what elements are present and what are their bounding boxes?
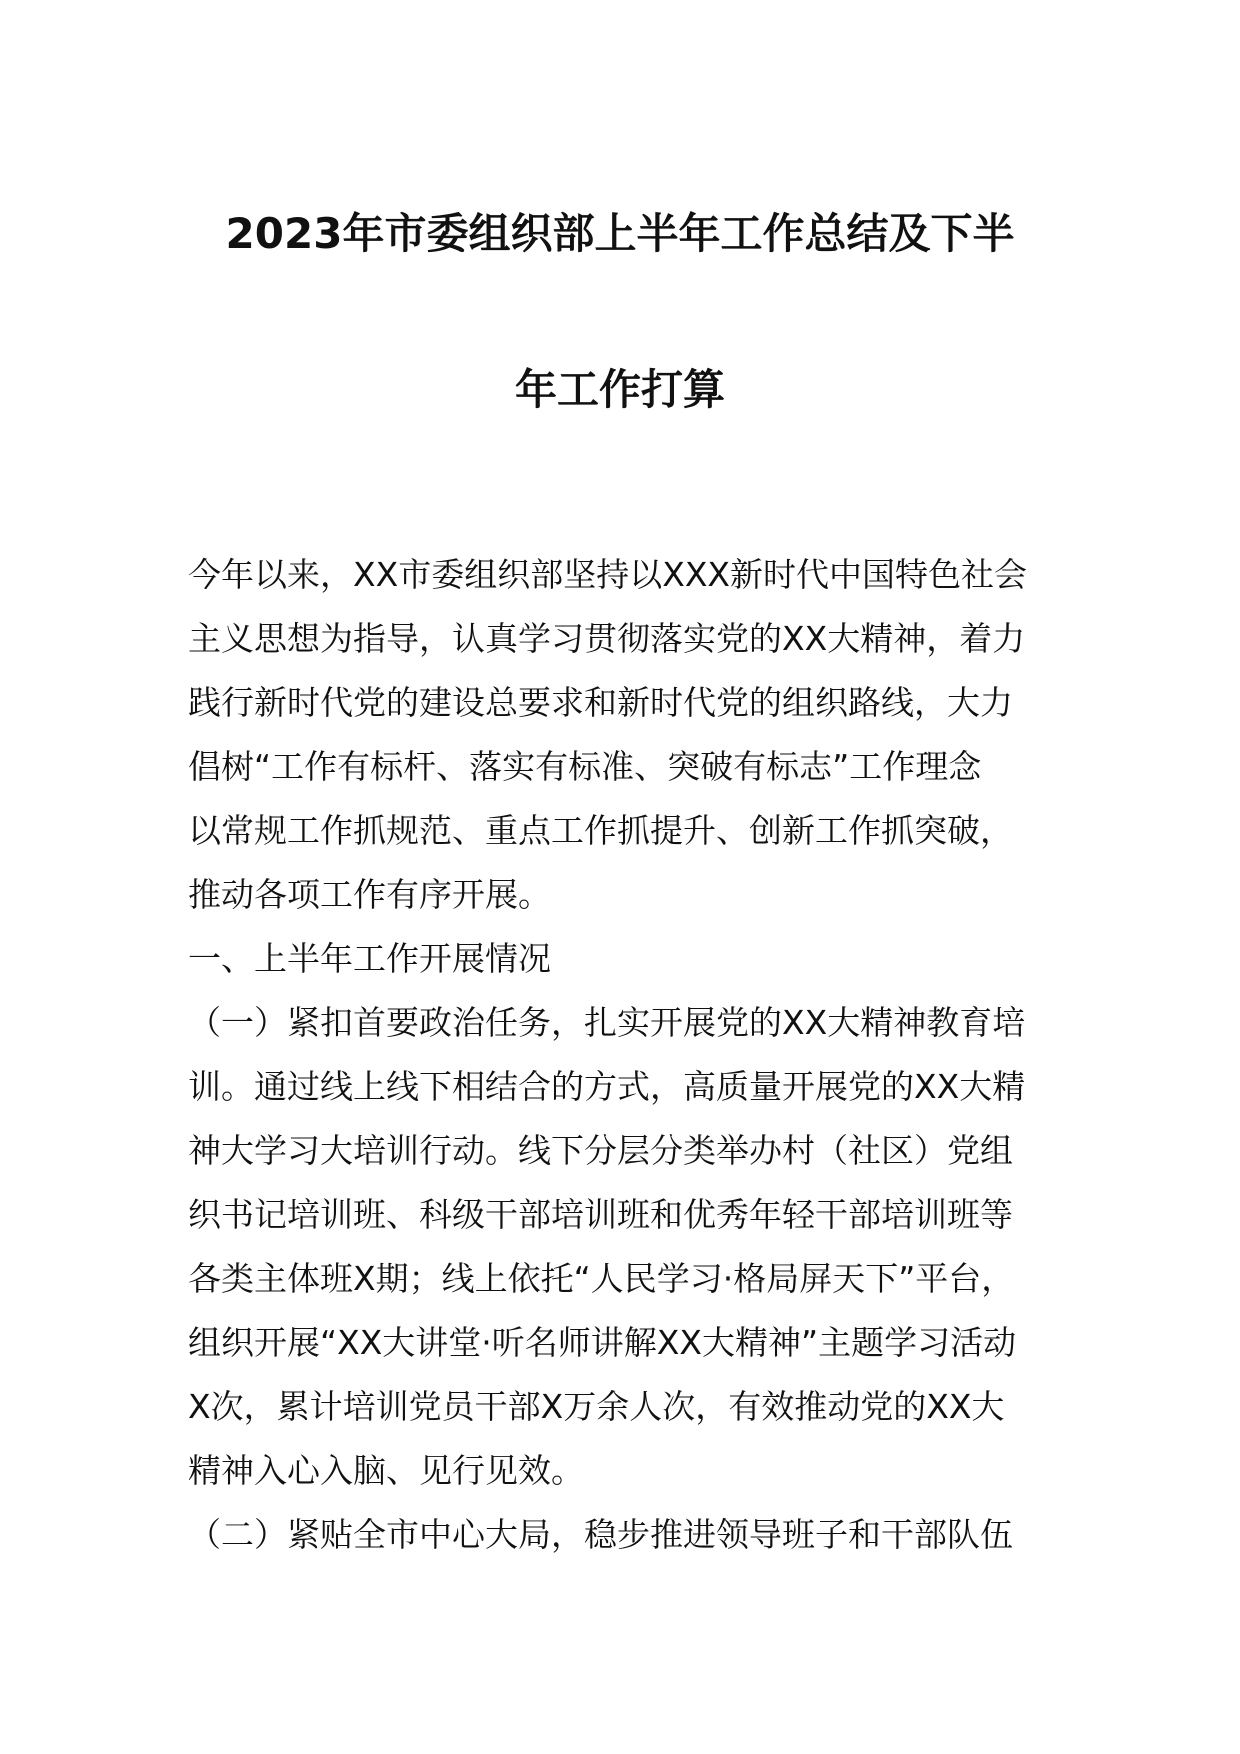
body-line: 践行新时代党的建设总要求和新时代党的组织路线，大力 bbox=[188, 683, 1013, 722]
body-line: 神大学习大培训行动。线下分层分类举办村（社区）党组 bbox=[188, 1131, 1013, 1170]
body-line: 训。通过线上线下相结合的方式，高质量开展党的XX大精 bbox=[188, 1067, 1026, 1106]
body-line: 各类主体班X期；线上依托“人民学习·格局屏天下”平台， bbox=[188, 1259, 1015, 1298]
body-line: 以常规工作抓规范、重点工作抓提升、创新工作抓突破， bbox=[188, 811, 1013, 850]
document-title-line-1: 2023年市委组织部上半年工作总结及下半 bbox=[225, 209, 1015, 258]
body-line: （一）紧扣首要政治任务，扎实开展党的XX大精神教育培 bbox=[188, 1003, 1026, 1042]
document-body bbox=[188, 543, 1088, 1567]
body-line: 今年以来，XX市委组织部坚持以XXX新时代中国特色社会 bbox=[188, 555, 1028, 594]
body-line: （二）紧贴全市中心大局，稳步推进领导班子和干部队伍 bbox=[188, 1515, 1013, 1554]
body-line: 倡树“工作有标杆、落实有标准、突破有标志”工作理念 bbox=[188, 747, 982, 786]
document-title-line-2: 年工作打算 bbox=[514, 365, 725, 414]
body-line: 组织开展“XX大讲堂·听名师讲解XX大精神”主题学习活动 bbox=[188, 1323, 1017, 1362]
body-line: 精神入心入脑、见行见效。 bbox=[188, 1451, 584, 1490]
body-line: X次，累计培训党员干部X万余人次，有效推动党的XX大 bbox=[188, 1387, 1005, 1426]
body-line: 织书记培训班、科级干部培训班和优秀年轻干部培训班等 bbox=[188, 1195, 1013, 1234]
section-heading: 一、上半年工作开展情况 bbox=[188, 939, 551, 978]
body-line: 推动各项工作有序开展。 bbox=[188, 875, 551, 914]
body-line: 主义思想为指导，认真学习贯彻落实党的XX大精神，着力 bbox=[188, 619, 1026, 658]
